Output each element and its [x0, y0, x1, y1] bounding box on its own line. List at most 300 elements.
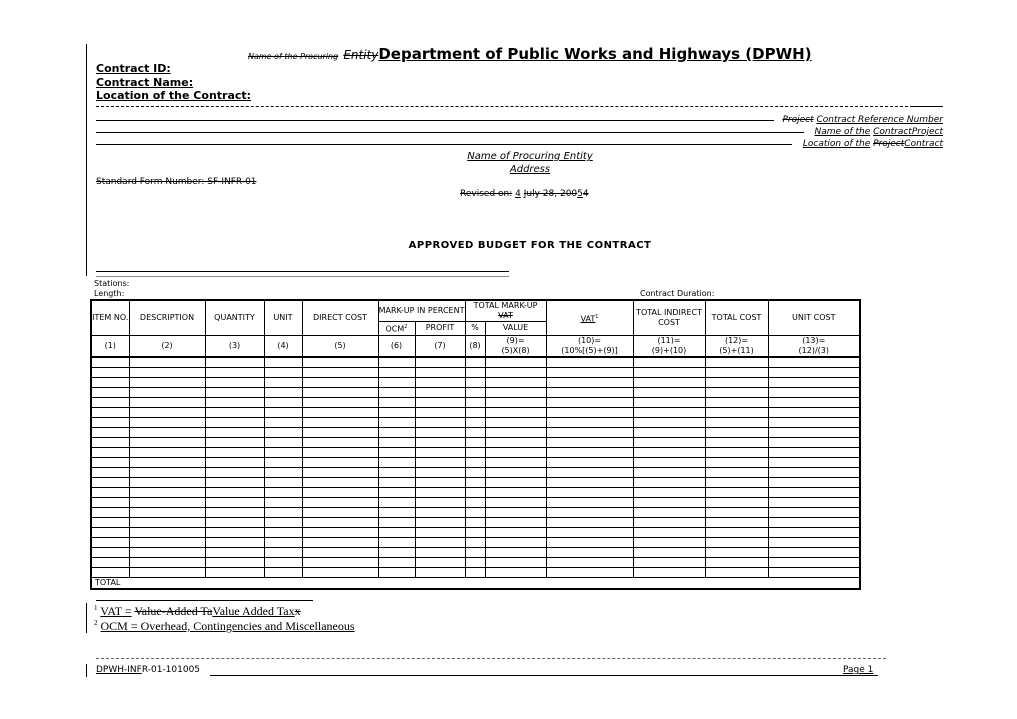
col-total-cost: TOTAL COST — [705, 300, 768, 335]
procuring-prefix: Name of the Procuring — [248, 52, 339, 61]
table-cell — [415, 547, 465, 557]
table-cell — [264, 387, 302, 397]
table-cell — [205, 457, 264, 467]
table-cell — [633, 517, 705, 527]
table-cell — [264, 367, 302, 377]
table-cell — [205, 507, 264, 517]
header-row-1 — [91, 300, 860, 322]
table-cell — [205, 547, 264, 557]
reference-line — [96, 120, 774, 121]
table-cell — [546, 457, 633, 467]
table-cell — [768, 457, 860, 467]
table-cell — [633, 367, 705, 377]
table-cell — [129, 487, 205, 497]
margin-bar-mid — [86, 266, 87, 276]
revised-date: Revised on: 4 July 28, 20054 — [460, 189, 589, 199]
table-cell — [465, 547, 485, 557]
table-cell — [415, 427, 465, 437]
footnote-1: $^1$ VAT = Value-Added TaValue Added Taxx — [94, 604, 301, 618]
table-cell — [302, 467, 378, 477]
table-cell — [378, 407, 415, 417]
table-cell — [205, 557, 264, 567]
table-cell — [705, 397, 768, 407]
num-4: (4) — [264, 335, 302, 357]
table-cell — [768, 417, 860, 427]
table-cell — [302, 497, 378, 507]
table-cell — [415, 567, 465, 577]
table-cell — [302, 557, 378, 567]
table-cell — [768, 567, 860, 577]
table-cell — [129, 407, 205, 417]
table-cell — [705, 417, 768, 427]
table-cell — [302, 507, 378, 517]
procuring-entity-word: Entity — [343, 48, 379, 62]
table-cell — [129, 357, 205, 368]
table-cell — [633, 487, 705, 497]
table-cell — [129, 457, 205, 467]
table-cell — [378, 527, 415, 537]
table-cell — [415, 507, 465, 517]
table-cell — [633, 377, 705, 387]
table-cell — [91, 477, 129, 487]
table-cell — [705, 537, 768, 547]
table-cell — [378, 467, 415, 477]
table-cell — [485, 567, 546, 577]
contract-duration-label: Contract Duration: — [640, 289, 715, 298]
table-cell — [465, 487, 485, 497]
table-cell — [633, 397, 705, 407]
table-cell — [768, 507, 860, 517]
table-cell — [302, 537, 378, 547]
col-total-indirect-cost: TOTAL INDIRECT COST — [633, 300, 705, 335]
table-cell — [633, 467, 705, 477]
table-cell — [205, 417, 264, 427]
contract-location-label: Location of the Contract: — [96, 89, 252, 102]
table-row — [91, 497, 860, 507]
table-cell — [705, 507, 768, 517]
table-cell — [91, 447, 129, 457]
table-cell — [205, 437, 264, 447]
table-cell — [302, 447, 378, 457]
table-row — [91, 437, 860, 447]
contract-name-right-label: Name of the ContractProject — [814, 127, 943, 137]
margin-bar-top — [86, 44, 87, 276]
table-cell — [91, 507, 129, 517]
table-cell — [485, 367, 546, 377]
table-cell — [205, 567, 264, 577]
table-cell — [415, 377, 465, 387]
table-cell — [485, 407, 546, 417]
num-1: (1) — [91, 335, 129, 357]
table-cell — [705, 457, 768, 467]
table-cell — [129, 537, 205, 547]
table-cell — [485, 497, 546, 507]
table-row — [91, 547, 860, 557]
table-cell — [264, 537, 302, 547]
table-cell — [465, 417, 485, 427]
table-cell — [205, 537, 264, 547]
num-5: (5) — [302, 335, 378, 357]
table-cell — [205, 357, 264, 368]
table-cell — [546, 517, 633, 527]
table-cell — [465, 367, 485, 377]
table-cell — [633, 477, 705, 487]
table-cell — [485, 547, 546, 557]
table-row — [91, 447, 860, 457]
table-cell — [768, 407, 860, 417]
table-cell — [415, 357, 465, 368]
standard-form-number: Standard Form Number: SF-INFR-01 — [96, 177, 257, 187]
table-cell — [378, 367, 415, 377]
table-cell — [485, 387, 546, 397]
table-row — [91, 517, 860, 527]
table-cell — [546, 377, 633, 387]
table-cell — [485, 527, 546, 537]
table-cell — [378, 517, 415, 527]
table-cell — [91, 427, 129, 437]
table-cell — [302, 477, 378, 487]
table-cell — [91, 417, 129, 427]
table-cell — [768, 467, 860, 477]
table-cell — [633, 537, 705, 547]
table-cell — [205, 447, 264, 457]
table-cell — [705, 567, 768, 577]
col-vat: VAT$^1$ — [546, 300, 633, 335]
table-cell — [91, 387, 129, 397]
table-cell — [546, 557, 633, 567]
procuring-entity-name: Name of Procuring Entity — [467, 151, 593, 162]
footer-line — [210, 675, 878, 676]
table-cell — [546, 447, 633, 457]
table-cell — [415, 417, 465, 427]
table-cell — [465, 377, 485, 387]
table-cell — [91, 517, 129, 527]
table-cell — [264, 467, 302, 477]
table-cell — [91, 557, 129, 567]
table-cell — [465, 517, 485, 527]
table-cell — [205, 477, 264, 487]
col-unit-cost: UNIT COST — [768, 300, 860, 335]
num-8: (8) — [465, 335, 485, 357]
table-cell — [129, 467, 205, 477]
table-cell — [546, 407, 633, 417]
table-cell — [415, 517, 465, 527]
table-cell — [264, 407, 302, 417]
table-cell — [415, 407, 465, 417]
table-cell — [264, 417, 302, 427]
table-cell — [633, 357, 705, 368]
procuring-entity-address: Address — [509, 164, 551, 175]
table-cell — [378, 477, 415, 487]
table-cell — [205, 497, 264, 507]
table-cell — [378, 567, 415, 577]
table-cell — [129, 557, 205, 567]
table-cell — [465, 457, 485, 467]
table-cell — [705, 547, 768, 557]
table-row — [91, 507, 860, 517]
table-cell — [415, 477, 465, 487]
table-cell — [205, 487, 264, 497]
table-cell — [705, 497, 768, 507]
col-total-markup: TOTAL MARK-UP VAT — [465, 300, 546, 322]
table-cell — [465, 497, 485, 507]
table-cell — [465, 467, 485, 477]
contract-name-label: Contract Name: — [96, 76, 194, 89]
table-cell — [768, 477, 860, 487]
table-cell — [705, 387, 768, 397]
table-cell — [91, 367, 129, 377]
table-cell — [485, 377, 546, 387]
table-cell — [633, 547, 705, 557]
table-cell — [129, 387, 205, 397]
table-cell — [546, 567, 633, 577]
procuring-entity-heading — [248, 44, 812, 63]
table-cell — [378, 557, 415, 567]
table-cell — [485, 507, 546, 517]
col-markup-percent: MARK-UP IN PERCENT — [378, 300, 465, 322]
table-cell — [91, 457, 129, 467]
table-cell — [378, 547, 415, 557]
margin-bar-foot2 — [86, 664, 87, 677]
table-cell — [768, 547, 860, 557]
table-cell — [264, 357, 302, 368]
table-row — [91, 467, 860, 477]
num-7: (7) — [415, 335, 465, 357]
table-cell — [485, 487, 546, 497]
table-cell — [129, 427, 205, 437]
table-cell — [264, 567, 302, 577]
name-line — [96, 132, 804, 133]
footer-code: DPWH-INFR-01-101005 — [96, 665, 201, 675]
table-row — [91, 477, 860, 487]
table-cell — [705, 427, 768, 437]
table-cell — [633, 427, 705, 437]
table-cell — [546, 397, 633, 407]
table-cell — [302, 437, 378, 447]
table-cell — [264, 527, 302, 537]
table-cell — [378, 437, 415, 447]
table-cell — [378, 537, 415, 547]
num-10: (10)= (10%[(5)+(9)] — [546, 335, 633, 357]
table-cell — [129, 497, 205, 507]
table-row — [91, 527, 860, 537]
stations-label: Stations: — [94, 279, 130, 288]
table-cell — [91, 487, 129, 497]
col-profit: PROFIT — [415, 322, 465, 336]
table-cell — [546, 527, 633, 537]
footer-dashed-separator — [96, 658, 886, 659]
table-cell — [91, 567, 129, 577]
table-cell — [129, 397, 205, 407]
table-cell — [129, 477, 205, 487]
table-row — [91, 537, 860, 547]
col-item-no: ITEM NO. — [91, 300, 129, 335]
location-right-label: Location of the ProjectContract — [802, 139, 943, 149]
table-cell — [705, 377, 768, 387]
location-line — [96, 144, 792, 145]
table-cell — [91, 407, 129, 417]
table-cell — [546, 507, 633, 517]
project-name-line-2 — [96, 276, 509, 277]
table-cell — [768, 447, 860, 457]
table-cell — [485, 357, 546, 368]
table-cell — [415, 387, 465, 397]
table-cell — [415, 457, 465, 467]
table-cell — [768, 517, 860, 527]
table-cell — [91, 357, 129, 368]
table-cell — [485, 557, 546, 567]
table-cell — [705, 437, 768, 447]
table-cell — [485, 537, 546, 547]
table-cell — [378, 397, 415, 407]
table-cell — [633, 497, 705, 507]
table-cell — [705, 557, 768, 567]
table-cell — [768, 367, 860, 377]
table-cell — [91, 377, 129, 387]
table-cell — [633, 417, 705, 427]
table-cell — [378, 377, 415, 387]
table-cell — [485, 467, 546, 477]
table-cell — [302, 387, 378, 397]
num-2: (2) — [129, 335, 205, 357]
table-cell — [546, 427, 633, 437]
table-cell — [205, 517, 264, 527]
total-row — [91, 577, 860, 589]
table-cell — [129, 567, 205, 577]
table-cell — [633, 507, 705, 517]
table-cell — [485, 517, 546, 527]
table-cell — [705, 517, 768, 527]
table-cell — [129, 437, 205, 447]
table-cell — [264, 507, 302, 517]
table-cell — [633, 457, 705, 467]
table-cell — [205, 397, 264, 407]
table-cell — [378, 447, 415, 457]
table-cell — [705, 367, 768, 377]
reference-number-label: Project Contract Reference Number — [782, 115, 943, 125]
table-cell — [91, 437, 129, 447]
table-cell — [546, 437, 633, 447]
table-cell — [264, 457, 302, 467]
table-cell — [302, 397, 378, 407]
table-cell — [705, 467, 768, 477]
table-row — [91, 567, 860, 577]
col-value: VALUE — [485, 322, 546, 336]
table-cell — [546, 467, 633, 477]
table-cell — [485, 427, 546, 437]
table-cell — [546, 477, 633, 487]
table-cell — [302, 517, 378, 527]
table-cell — [768, 437, 860, 447]
table-cell — [415, 557, 465, 567]
table-cell — [205, 377, 264, 387]
table-cell — [264, 427, 302, 437]
table-cell — [485, 457, 546, 467]
table-cell — [768, 397, 860, 407]
num-6: (6) — [378, 335, 415, 357]
margin-bar-foot1 — [86, 603, 87, 633]
table-cell — [705, 447, 768, 457]
length-label: Length: — [94, 289, 125, 298]
table-row — [91, 357, 860, 368]
table-row — [91, 457, 860, 467]
table-cell — [465, 567, 485, 577]
table-cell — [205, 427, 264, 437]
table-cell — [633, 557, 705, 567]
table-cell — [264, 437, 302, 447]
col-unit: UNIT — [264, 300, 302, 335]
table-row — [91, 487, 860, 497]
table-cell — [485, 477, 546, 487]
table-cell — [415, 397, 465, 407]
table-cell — [302, 377, 378, 387]
table-cell — [264, 487, 302, 497]
table-cell — [91, 497, 129, 507]
table-cell — [205, 367, 264, 377]
table-cell — [264, 557, 302, 567]
table-cell — [264, 477, 302, 487]
table-cell — [465, 437, 485, 447]
table-cell — [91, 527, 129, 537]
table-cell — [378, 357, 415, 368]
table-cell — [378, 417, 415, 427]
table-cell — [465, 537, 485, 547]
table-cell — [768, 387, 860, 397]
table-cell — [264, 447, 302, 457]
table-cell — [633, 437, 705, 447]
table-cell — [205, 387, 264, 397]
table-cell — [129, 527, 205, 537]
table-cell — [378, 427, 415, 437]
total-label: TOTAL — [91, 577, 860, 589]
table-cell — [705, 487, 768, 497]
table-row — [91, 427, 860, 437]
table-cell — [546, 547, 633, 557]
table-cell — [205, 407, 264, 417]
col-percent: % — [465, 322, 485, 336]
budget-table — [90, 299, 861, 590]
table-cell — [465, 527, 485, 537]
col-description: DESCRIPTION — [129, 300, 205, 335]
table-cell — [546, 367, 633, 377]
table-cell — [205, 527, 264, 537]
table-cell — [768, 557, 860, 567]
table-cell — [129, 377, 205, 387]
table-cell — [378, 387, 415, 397]
table-row — [91, 397, 860, 407]
table-row — [91, 367, 860, 377]
table-cell — [546, 497, 633, 507]
table-cell — [546, 417, 633, 427]
table-cell — [465, 387, 485, 397]
header-dashed-separator — [96, 106, 908, 107]
table-cell — [415, 447, 465, 457]
table-cell — [465, 477, 485, 487]
table-cell — [768, 377, 860, 387]
table-cell — [378, 507, 415, 517]
page-title: APPROVED BUDGET FOR THE CONTRACT — [408, 240, 652, 251]
table-cell — [465, 397, 485, 407]
table-cell — [415, 437, 465, 447]
table-cell — [415, 367, 465, 377]
num-13: (13)= (12)/(3) — [768, 335, 860, 357]
table-cell — [378, 487, 415, 497]
table-cell — [768, 357, 860, 368]
table-cell — [302, 567, 378, 577]
num-9: (9)= (5)X(8) — [485, 335, 546, 357]
table-cell — [264, 547, 302, 557]
table-cell — [415, 487, 465, 497]
